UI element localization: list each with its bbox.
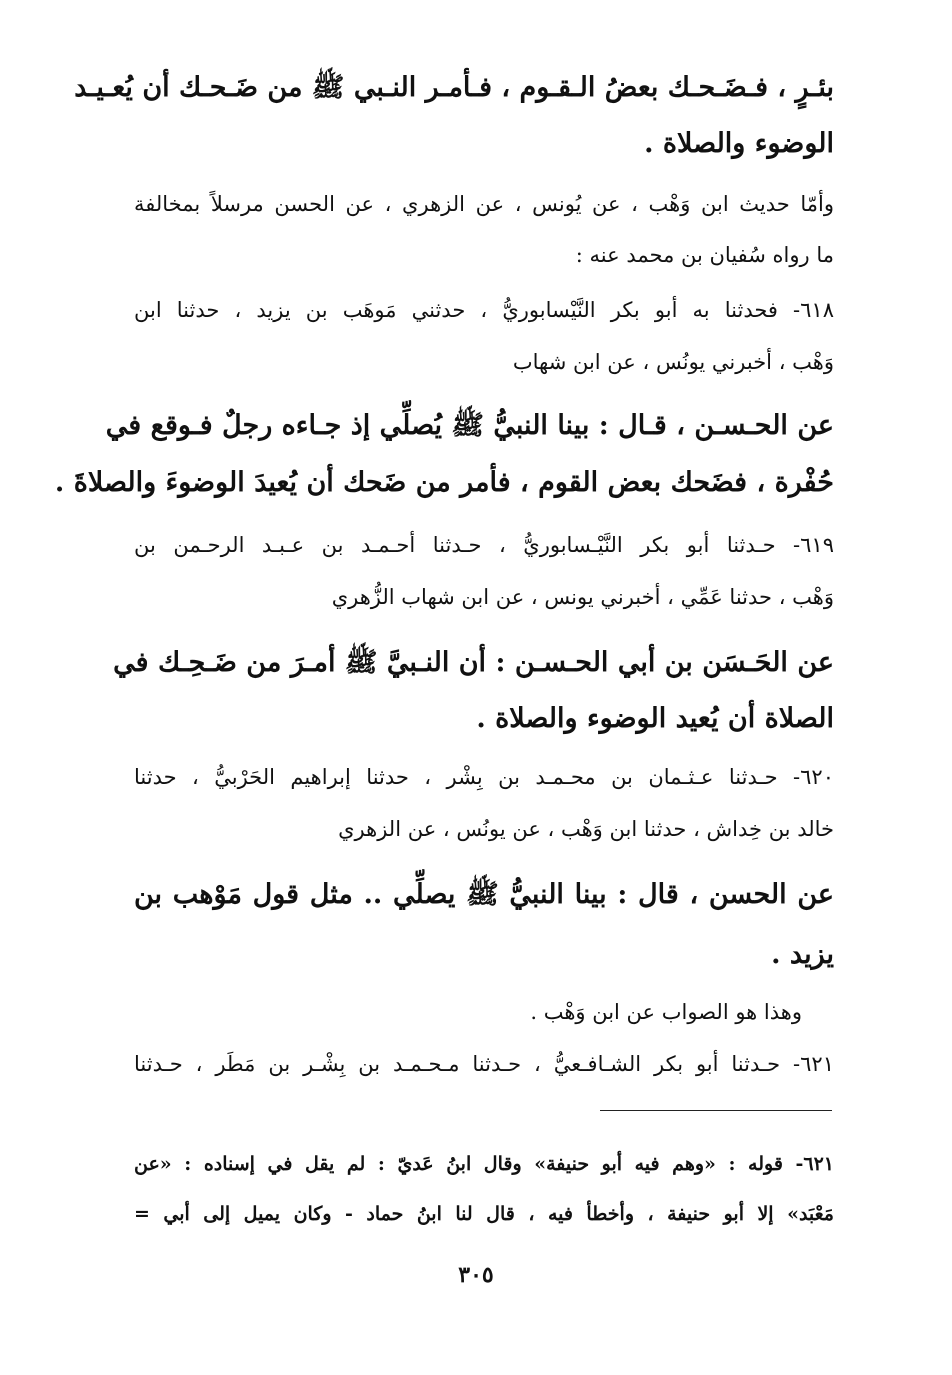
- footnote-line: ٦٢١- قوله : «وهم فيه أبو حنيفة» وقال ابنُ عَديّ : لم يقل في إسناده : «عن: [134, 1153, 834, 1175]
- text-line: ٦١٩- حـدثنا أبو بكر النَّيْـسابوريُّ ، حـدثنا أحـمـد بن عـبـد الرحـمن بن: [134, 533, 834, 557]
- text-line: الصلاة أن يُعيد الوضوء والصلاة .: [476, 703, 834, 734]
- text-line: خالد بن خِداش ، حدثنا ابن وَهْب ، عن يونُس ، عن الزهري: [338, 817, 834, 841]
- text-line: وَهْب ، حدثنا عَمِّي ، أخبرني يونس ، عن ابن شهاب الزُّهري: [331, 585, 834, 609]
- text-line: ٦٢٠- حـدثنا عـثـمان بن محـمـد بن بِشْر ، حدثنا إبراهيم الحَرْبيُّ ، حدثنا: [134, 765, 834, 789]
- text-line: حُفْرة ، فضَحك بعض القوم ، فأمر من ضَحك أن يُعيدَ الوضوءَ والصلاةَ .: [54, 467, 834, 498]
- text-line: الوضوء والصلاة .: [644, 128, 834, 159]
- text-line: وَهْب ، أخبرني يونُس ، عن ابن شهاب: [512, 350, 834, 374]
- text-line: ما رواه سُفيان بن محمد عنه :: [575, 243, 834, 267]
- text-line: وأمّا حديث ابن وَهْب ، عن يُونس ، عن الزهري ، عن الحسن مرسلاً بمخالفة: [134, 192, 834, 216]
- text-line: وهذا هو الصواب عن ابن وَهْب .: [530, 1000, 802, 1024]
- page-number: ٣٠٥: [458, 1262, 494, 1288]
- footnote-divider: [600, 1110, 832, 1111]
- text-line: ٦٢١- حـدثنا أبو بكر الشـافـعيُّ ، حـدثنا مـحـمـد بن بِشْـر بن مَطَر ، حـدثنا: [134, 1052, 834, 1076]
- footnote-line: مَعْبَد» إلا أبو حنيفة ، وأخطأ فيه ، قال لنا ابنُ حماد - وكان يميل إلى أبي =: [134, 1203, 834, 1225]
- text-line: عن الحـسـن ، قـال : بينا النبيُّ ﷺ يُصلِّي إذ جـاءه رجلٌ فـوقع في: [105, 410, 834, 441]
- text-line: عن الحسن ، قال : بينا النبيُّ ﷺ يصلِّي .. مثل قول مَوْهب بن: [134, 879, 834, 910]
- text-line: ٦١٨- فحدثنا به أبو بكر النَّيْسابوريُّ ، حدثني مَوهَب بن يزيد ، حدثنا ابن: [134, 298, 834, 322]
- text-line: بئـرٍ ، فـضَـحـك بعضُ الـقـوم ، فـأمـر النـبي ﷺ من ضَـحـك أن يُعـيـد: [74, 72, 834, 103]
- text-line: يزيد .: [771, 939, 834, 970]
- text-line: عن الحَـسَن بن أبي الحـسـن : أن النـبيَّ ﷺ أمـرَ من ضَـحِـك في: [113, 647, 834, 678]
